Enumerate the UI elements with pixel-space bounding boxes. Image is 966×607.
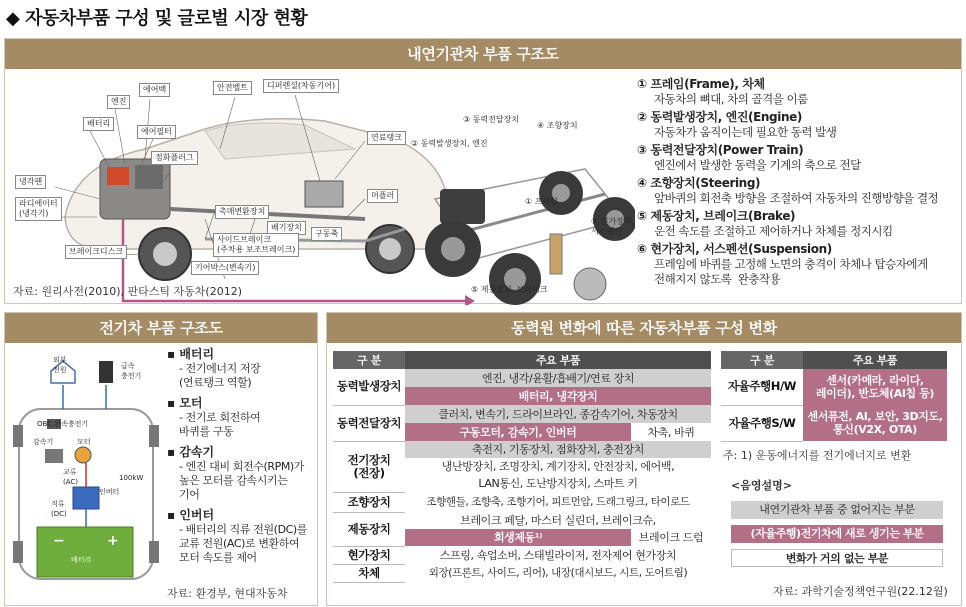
table-row: 현가장치 스프링, 쇽업소버, 스태빌라이저, 전자제어 현가장치 [333,546,711,564]
change-source: 자료: 과학기술정책연구원(22.12월) [773,585,948,598]
label-brake-disc: 브레이크디스크 [65,245,127,259]
label-differential: 디퍼렌셜(차동기어) [263,79,339,93]
ev-source: 자료: 환경부, 현대자동차 [167,587,288,600]
ev-label-dc: 직류 (DC) [51,500,67,518]
ice-panel [4,38,962,304]
chassis-label-suspension: ⑥ 현가장치, 서스펜션 [591,217,635,236]
definition-power-train: ③ 동력전달장치(Power Train) 엔진에서 발생한 동력을 기계의 축으로 전달 [637,143,861,172]
definition-suspension: ⑥ 현가장치, 서스펜션(Suspension) 프레임에 바퀴를 고정해 노면의 충격이 차체나 탑승자에게 전해지지 않도록 완충작용 [637,242,928,286]
ev-item-motor: ▪ 모터 - 전기로 회전하여 바퀴를 구동 [167,396,261,438]
chassis-label-power-train: ③ 동력전달장치 [463,115,520,124]
legend-removed: 내연기관차 부품 중 없어지는 부분 [731,501,943,519]
ev-label-motor: 모터 [77,438,91,446]
page-title: ◆ 자동차부품 구성 및 글로벌 시장 현황 [6,8,308,29]
label-spark-plug: 점화플러그 [151,151,198,165]
legend-new: (자율주행)전기차에 새로 생기는 부분 [731,525,943,543]
ev-panel-header: 전기차 부품 구조도 [5,313,317,343]
ev-label-inverter: 인버터 [99,488,120,496]
change-panel [326,312,962,606]
svg-text:−: − [53,533,65,549]
change-panel-header: 동력원 변화에 따른 자동차부품 구성 변화 [327,313,961,343]
parts-change-table: 구 분 주요 부품 동력발생장치 엔진, 냉각/윤활/흡배기/연료 장치 배터리, 냉각장치 동력전달장치 클러치, 변속기, 드라이브라인, 종감속기어, 차동장치 구동모터, 감속기, 인버터 차축, 바퀴 전기장치 (전장) 축전지, 기동장치, 점화장치, 충전장치 냉난방장치, 조명장치, 계기장치, 안전장치, 에어백, LAN통신, 도난방지장치, 스마트 키 조향장치 조향핸들, 조향축, 조향기어, 피트먼암, 드래그링크, 타이로드 제동장치 브레이크 페달, 마스터 실린더, 브레이크슈, 회생제동¹⁾ 브레이크 드럼 현가장치 스프링, 쇽업소버, 스태빌라이저, 전자제어 현가장치 차체 외장(프론트, 사이드, 리어), 내장(대시보드, 시트, 도어트림) [333,351,711,583]
ev-label-reducer: 감속기 [33,438,54,446]
table-row: 자율주행H/W 센서(카메라, 라이다, 레이더), 반도체(AI칩 등) [721,369,947,405]
chassis-label-brake: ⑤ 제동장치, 브레이크 [471,285,548,294]
chassis-label-steering: ④ 조향장치 [537,121,578,130]
label-gearbox: 기어박스(변속기) [191,261,259,275]
table-row: 조향장치 조향핸들, 조향축, 조향기어, 피트먼암, 드래그링크, 타이로드 [333,492,711,512]
definition-brake: ⑤ 제동장치, 브레이크(Brake) 운전 속도를 조절하고 제어하거나 차체를 정지시킴 [637,209,893,238]
ev-label-fast-charger: 급속 충전기 [121,362,142,380]
label-airbag: 에어백 [139,83,170,97]
ev-item-inverter: ▪ 인버터 - 배터리의 직류 전원(DC)를 교류 전원(AC)로 변환하여 모터 속도를 제어 [167,508,308,564]
svg-text:+: + [107,533,119,549]
chassis-label-frame: ① 프레임 [525,197,558,206]
ice-car-illustration [5,69,635,305]
label-engine: 엔진 [107,95,130,109]
ev-label-obc: OBC 완속충전기 [37,420,89,428]
legend-unchanged: 변화가 거의 없는 부분 [731,549,943,567]
chassis-label-engine: ② 동력발생장치, 엔진 [411,139,488,148]
table-row: 동력발생장치 엔진, 냉각/윤활/흡배기/연료 장치 [333,369,711,387]
label-seatbelt: 안전벨트 [213,81,252,95]
label-cooling-fan: 냉각팬 [15,175,46,189]
legend-title: <음영설명> [731,479,792,492]
ev-item-reducer: ▪ 감속기 - 엔진 대비 회전수(RPM)가 높은 모터를 감속시키는 기어 [167,445,305,501]
label-muffler: 머플러 [367,189,398,203]
label-fuel-tank: 연료탱크 [367,131,406,145]
component-definitions [637,77,961,290]
table-row: 자율주행S/W 센서퓨전, AI, 보안, 3D지도, 통신(V2X, OTA) [721,405,947,441]
ev-panel [4,312,318,606]
definition-steering: ④ 조향장치(Steering) 앞바퀴의 회전축 방향을 조절하여 자동차의 진행방향을 결정 [637,176,939,205]
ev-diagram [11,349,161,585]
ev-label-ac: 교류 (AC) [63,468,79,486]
definition-engine: ② 동력발생장치, 엔진(Engine) 자동차가 움직이는데 필요한 동력 발생 [637,110,837,139]
footnote: 주: 1) 운동에너지를 전기에너지로 변환 [723,449,912,462]
ev-item-battery: ▪ 배터리 - 전기에너지 저장 (연료탱크 역할) [167,347,261,389]
label-catalytic-converter: 촉매변환장치 [215,205,269,219]
ev-label-100kw: 100kW [119,474,144,482]
ev-component-list [167,347,317,571]
definition-frame: ① 프레임(Frame), 차체 자동차의 뼈대, 차의 골격을 이룸 [637,77,808,106]
col-header-parts: 주요 부품 [405,351,711,369]
ev-label-external-power: 외부 전원 [53,356,67,374]
table-row: 제동장치 브레이크 페달, 마스터 실린더, 브레이크슈, [333,512,711,529]
col-header-category: 구 분 [333,351,405,369]
ice-panel-header: 내연기관차 부품 구조도 [5,39,961,69]
table-row: 전기장치 (전장) 축전지, 기동장치, 점화장치, 충전장치 [333,441,711,458]
label-exhaust: 배기장치 [267,221,306,235]
label-side-brake: 사이드브레이크 (주차용 보조브레이크) [213,233,299,257]
table-row: 차체 외장(프론트, 사이드, 리어), 내장(대시보드, 시트, 도어트림) [333,564,711,582]
label-air-filter: 에어필터 [137,125,176,139]
label-battery: 배터리 [83,117,114,131]
ice-source: 자료: 원리사전(2010), 판타스틱 자동차(2012) [13,285,242,298]
label-drive-shaft: 구동축 [311,227,342,241]
ev-label-battery: 배터리 [71,556,92,564]
autonomous-parts-table: 구 분 주요 부품 자율주행H/W 센서(카메라, 라이다, 레이더), 반도체(AI칩 등) 자율주행S/W 센서퓨전, AI, 보안, 3D지도, 통신(V2X, OTA) [721,351,947,442]
table-row: 동력전달장치 클러치, 변속기, 드라이브라인, 종감속기어, 차동장치 [333,405,711,423]
label-radiator: 라디에이터 (냉각기) [15,197,62,221]
